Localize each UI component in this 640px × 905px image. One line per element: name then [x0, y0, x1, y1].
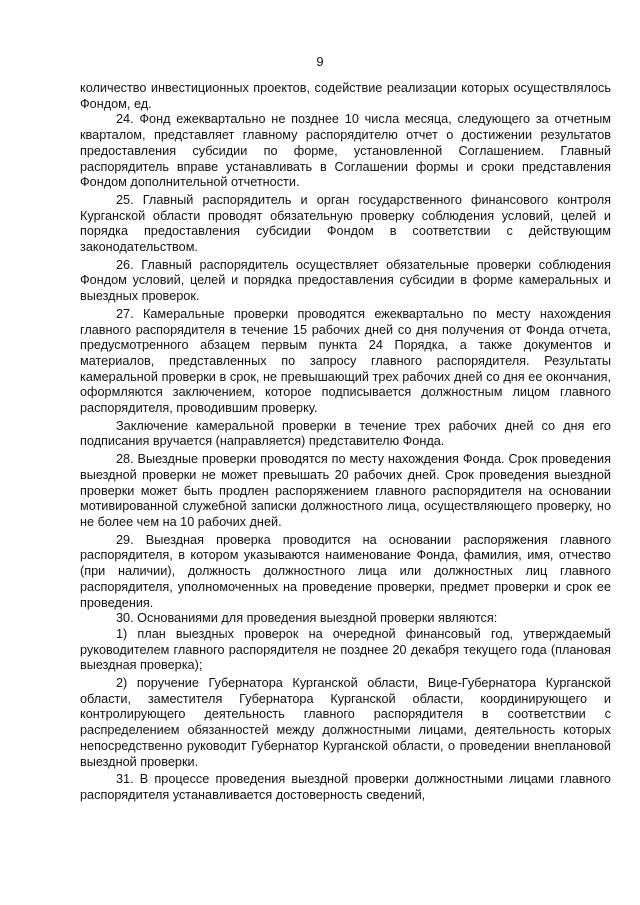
paragraph-subitem-1: 1) план выездных проверок на очередной финансовый год, утверждаемый руководителем главного распорядителя не позднее 20 декабря текущего года (плановая выездная проверка);: [80, 626, 611, 673]
paragraph-item-25: 25. Главный распорядитель и орган государственного финансового контроля Курганской области проводят обязательную проверку соблюдения условий, целей и порядка предоставления субсидии Фондом в соответствии с действующим законодательством.: [80, 192, 611, 255]
paragraph-item-28: 28. Выездные проверки проводятся по месту нахождения Фонда. Срок проведения выездной проверки не может превышать 20 рабочих дней. Срок проведения выездной проверки может быть продлен распоряжением главного распорядителя на основании мотивированной служебной записки должностного лица, осуществляющего проверку, но не более чем на 10 рабочих дней.: [80, 452, 611, 529]
page-number: 9: [316, 54, 324, 69]
paragraph-item-30: 30. Основаниями для проведения выездной проверки являются:: [116, 611, 498, 626]
paragraph-item-31: 31. В процессе проведения выездной проверки должностными лицами главного распорядителя устанавливается достоверность сведений,: [80, 772, 611, 802]
paragraph-subitem-2: 2) поручение Губернатора Курганской области, Вице-Губернатора Курганской области, заместителя Губернатора Курганской области, координирующего и контролирующего деятельность главного распорядителя в соответствии с распределением обязанностей между должностными лицами, деятельность которых непосредственно руководит Губернатор Курганской области, о проведении внеплановой выездной проверки.: [80, 676, 611, 769]
document-body: [80, 81, 611, 804]
paragraph-item-29: 29. Выездная проверка проводится на основании распоряжения главного распорядителя, в котором указываются наименование Фонда, фамилия, имя, отчество (при наличии), должность должностного лица или должностных лиц главного распорядителя, уполномоченных на проведение проверки, предмет проверки и срок ее проведения.: [80, 532, 611, 610]
paragraph-continuation: количество инвестиционных проектов, содействие реализации которых осуществлялось Фондом, ед.: [80, 81, 611, 111]
paragraph-item-26: 26. Главный распорядитель осуществляет обязательные проверки соблюдения Фондом условий, целей и порядка предоставления субсидии в форме камеральных и выездных проверок.: [80, 257, 611, 304]
paragraph-item-24: 24. Фонд ежеквартально не позднее 10 числа месяца, следующего за отчетным кварталом, представляет главному распорядителю отчет о достижении результатов предоставления субсидии по форме, установленной Соглашением. Главный распорядитель вправе устанавливать в Соглашении формы и сроки представления Фондом дополнительной отчетности.: [80, 112, 611, 190]
paragraph-item-27: 27. Камеральные проверки проводятся ежеквартально по месту нахождения главного распорядителя в течение 15 рабочих дней со дня получения от Фонда отчета, предусмотренного абзацем первым пункта 24 Порядка, а также документов и материалов, представленных по запросу главного распорядителя. Результаты камеральной проверки в срок, не превышающий трех рабочих дней со дня ее окончания, оформляются заключением, которое подписывается должностным лицом главного распорядителя, проводившим проверку.: [80, 306, 611, 416]
paragraph-conclusion-delivery: Заключение камеральной проверки в течение трех рабочих дней со дня его подписания вручается (направляется) представителю Фонда.: [80, 418, 611, 449]
